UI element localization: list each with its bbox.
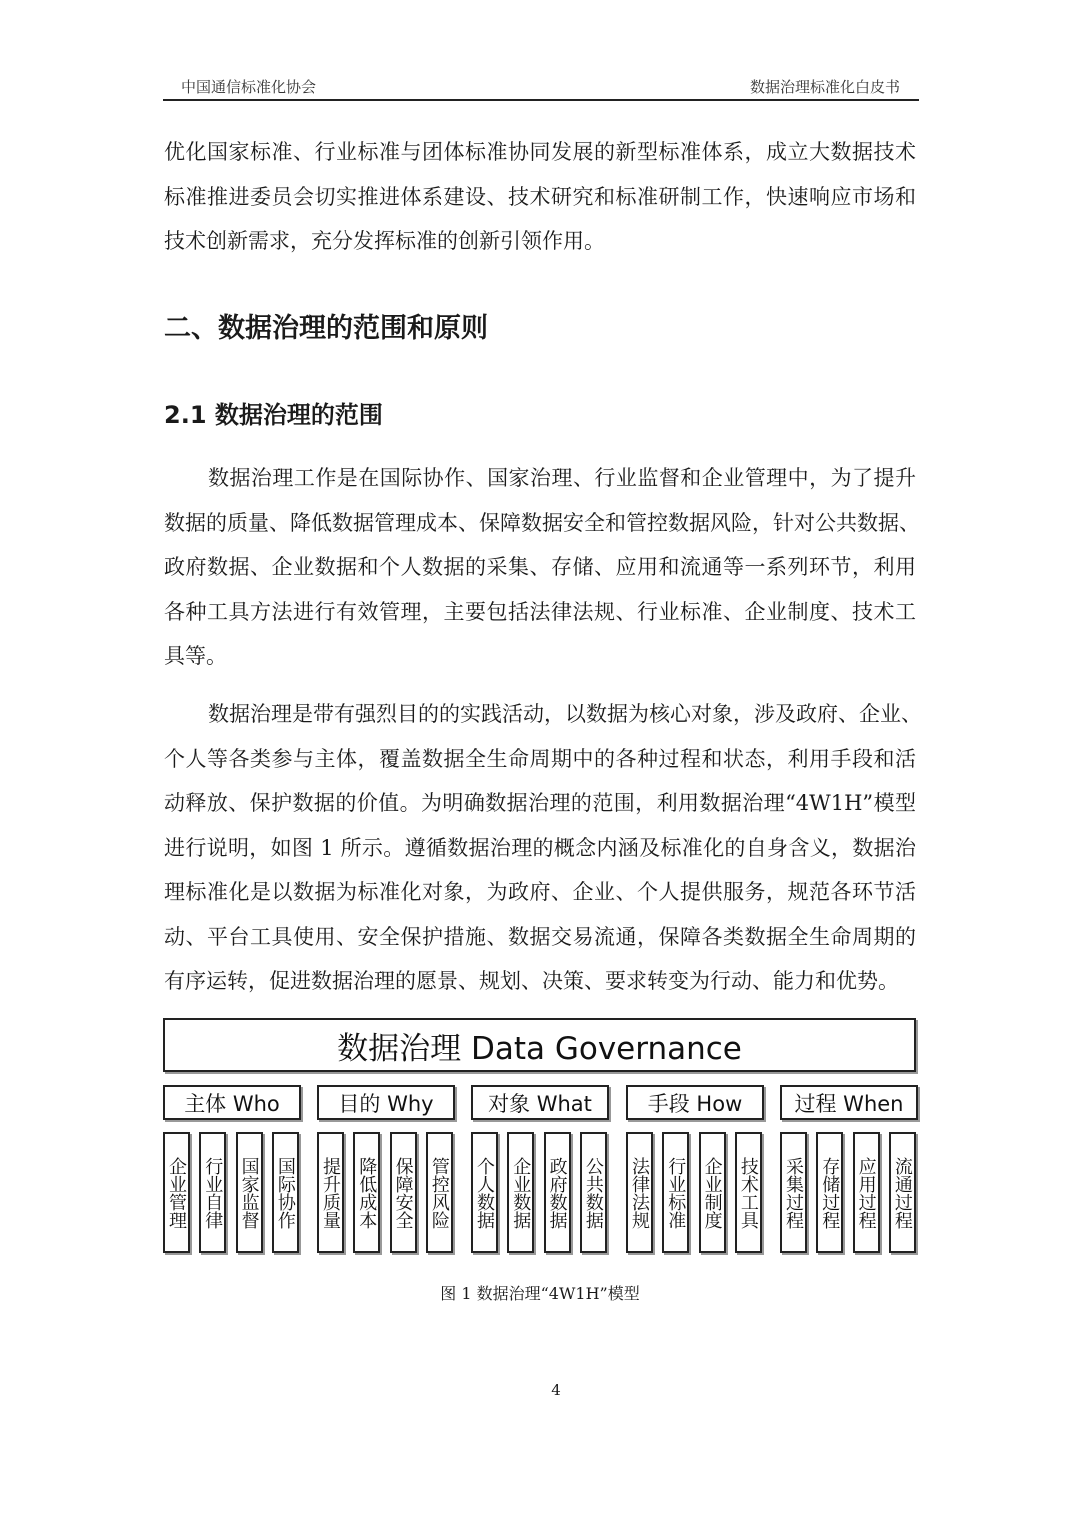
text-line: 标准推进委员会切实推进体系建设、技术研究和标准研制工作，快速响应市场和 (164, 184, 916, 209)
group-header: 手段 How (626, 1085, 764, 1120)
group-item: 企业管理 (163, 1132, 190, 1253)
text-line: 技术创新需求，充分发挥标准的创新引领作用。 (164, 229, 605, 253)
section-title: 二、数据治理的范围和原则 (164, 313, 488, 344)
text-line: 动释放、保护数据的价值。为明确数据治理的范围，利用数据治理“4W1H”模型 (164, 791, 916, 815)
header-divider (163, 99, 919, 101)
group-item: 企业数据 (507, 1132, 534, 1253)
group-item: 存储过程 (816, 1132, 843, 1253)
group-header: 对象 What (471, 1085, 609, 1120)
group-item: 国家监督 (236, 1132, 263, 1253)
group-item: 国际协作 (272, 1132, 299, 1253)
group-header: 目的 Why (317, 1085, 455, 1120)
group-header: 主体 Who (163, 1085, 301, 1120)
text-line: 有序运转，促进数据治理的愿景、规划、决策、要求转变为行动、能力和优势。 (164, 969, 899, 993)
group-item: 应用过程 (853, 1132, 880, 1253)
text-line: 具等。 (164, 644, 227, 668)
text-line: 数据治理是带有强烈目的的实践活动，以数据为核心对象，涉及政府、企业、 (208, 702, 922, 726)
text-line: 理标准化是以数据为标准化对象，为政府、企业、个人提供服务，规范各环节活 (164, 880, 916, 904)
group-item: 降低成本 (353, 1132, 380, 1253)
text-line: 进行说明，如图 1 所示。遵循数据治理的概念内涵及标准化的自身含义，数据治 (164, 835, 916, 860)
group-item: 行业自律 (199, 1132, 226, 1253)
text-line: 动、平台工具使用、安全保护措施、数据交易流通，保障各类数据全生命周期的 (164, 924, 916, 949)
header-right: 数据治理标准化白皮书 (749, 78, 900, 96)
group-item: 提升质量 (317, 1132, 344, 1253)
figure-caption: 图 1 数据治理“4W1H”模型 (440, 1284, 640, 1303)
group-item: 流通过程 (889, 1132, 916, 1253)
group-item: 法律法规 (626, 1132, 653, 1253)
group-item: 行业标准 (662, 1132, 689, 1253)
group-item: 公共数据 (580, 1132, 607, 1253)
group-item: 企业制度 (699, 1132, 726, 1253)
header-left: 中国通信标准化协会 (181, 78, 317, 96)
figure-title-box: 数据治理 Data Governance (163, 1018, 916, 1072)
page-number: 4 (551, 1381, 561, 1399)
group-item: 管控风险 (426, 1132, 453, 1253)
text-line: 数据治理工作是在国际协作、国家治理、行业监督和企业管理中，为了提升 (208, 466, 916, 490)
group-header: 过程 When (780, 1085, 918, 1120)
text-line: 政府数据、企业数据和个人数据的采集、存储、应用和流通等一系列环节，利用 (164, 555, 916, 579)
text-line: 数据的质量、降低数据管理成本、保障数据安全和管控数据风险，针对公共数据、 (164, 510, 920, 535)
group-item: 采集过程 (780, 1132, 807, 1253)
group-item: 技术工具 (735, 1132, 762, 1253)
group-item: 个人数据 (471, 1132, 498, 1253)
group-item: 政府数据 (544, 1132, 571, 1253)
text-line: 个人等各类参与主体，覆盖数据全生命周期中的各种过程和状态，利用手段和活 (164, 746, 916, 771)
group-item: 保障安全 (390, 1132, 417, 1253)
text-line: 各种工具方法进行有效管理，主要包括法律法规、行业标准、企业制度、技术工 (164, 599, 916, 624)
subsection-title: 2.1 数据治理的范围 (164, 401, 383, 429)
text-line: 优化国家标准、行业标准与团体标准协同发展的新型标准体系，成立大数据技术 (164, 140, 916, 164)
